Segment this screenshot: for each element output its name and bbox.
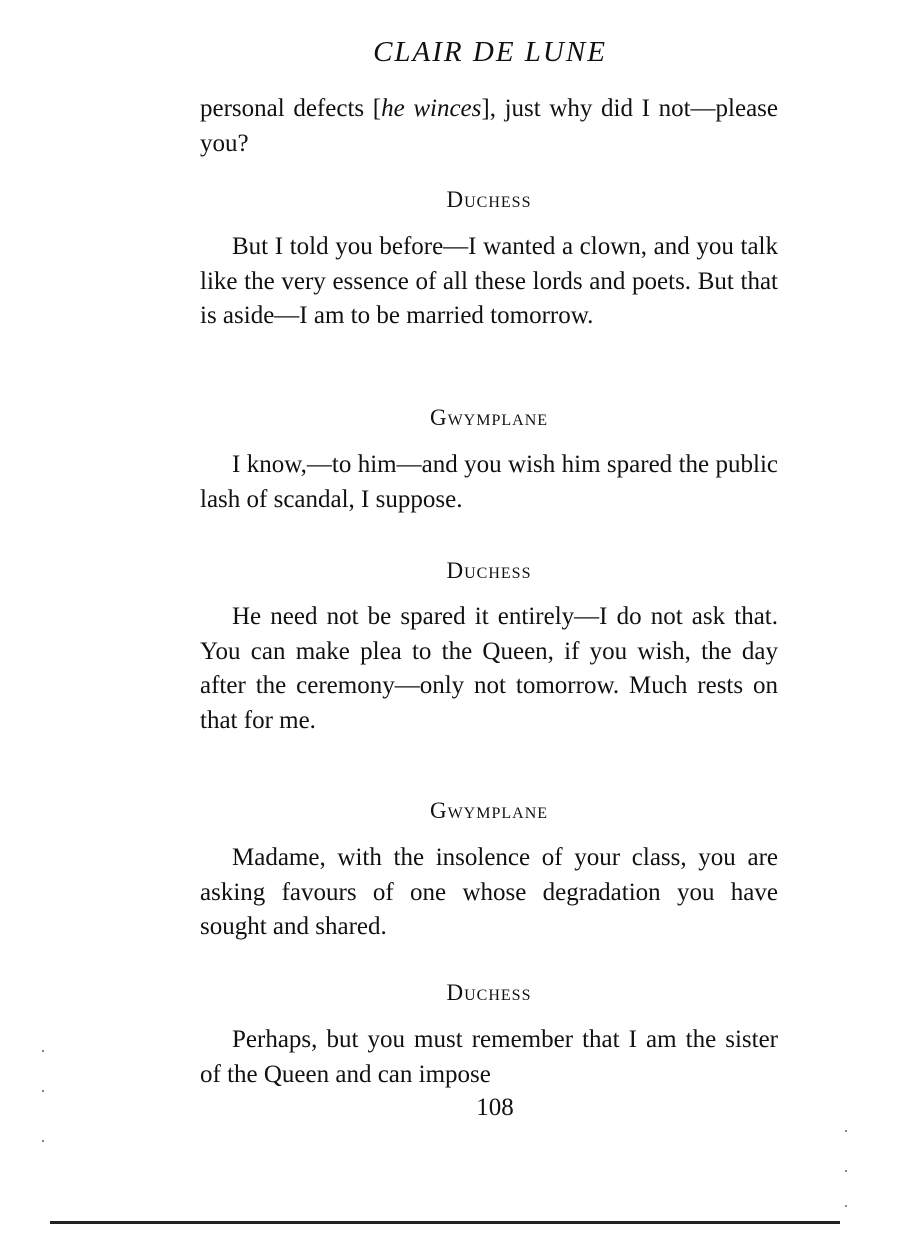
scan-speck (42, 1050, 44, 1052)
speech-paragraph: He need not be spared it entirely—I do not ask that. You can make plea to the Queen, if you wish, the day after the ceremony—only not tomorrow. Much rests on that for me. (200, 603, 778, 734)
speaker-label: Gwymplane (429, 405, 549, 430)
scan-speck (845, 1205, 847, 1207)
speaker-label: Duchess (446, 558, 532, 583)
paragraph-text-after: ], just why did I not—please you? (200, 95, 778, 157)
scan-speck (845, 1130, 847, 1132)
speech-paragraph: Madame, with the insolence of your class, you are asking favours of one whose degradation you have sought and shared. (200, 844, 778, 940)
speech-paragraph: I know,—to him—and you wish him spared the public lash of scandal, I suppose. (200, 451, 778, 513)
speech-paragraph: Perhaps, but you must remember that I am the sister of the Queen and can impose (200, 1026, 778, 1088)
speaker-label: Duchess (446, 980, 532, 1005)
speech-paragraph: But I told you before—I wanted a clown, and you talk like the very essence of all these lords and poets. But that is aside—I am to be married tomorrow. (200, 233, 778, 329)
scan-speck (42, 1090, 44, 1092)
speaker-label: Duchess (446, 187, 532, 212)
page-number: 108 (476, 1094, 514, 1121)
stage-direction: he winces (381, 95, 482, 122)
running-head: CLAIR DE LUNE (373, 36, 607, 68)
bottom-rule (50, 1221, 840, 1224)
speaker-label: Gwymplane (429, 798, 549, 823)
paragraph-text-before: personal defects [ (200, 95, 382, 122)
paragraph-continued (200, 92, 778, 161)
scan-speck (42, 1140, 44, 1142)
scan-speck (845, 1170, 847, 1172)
